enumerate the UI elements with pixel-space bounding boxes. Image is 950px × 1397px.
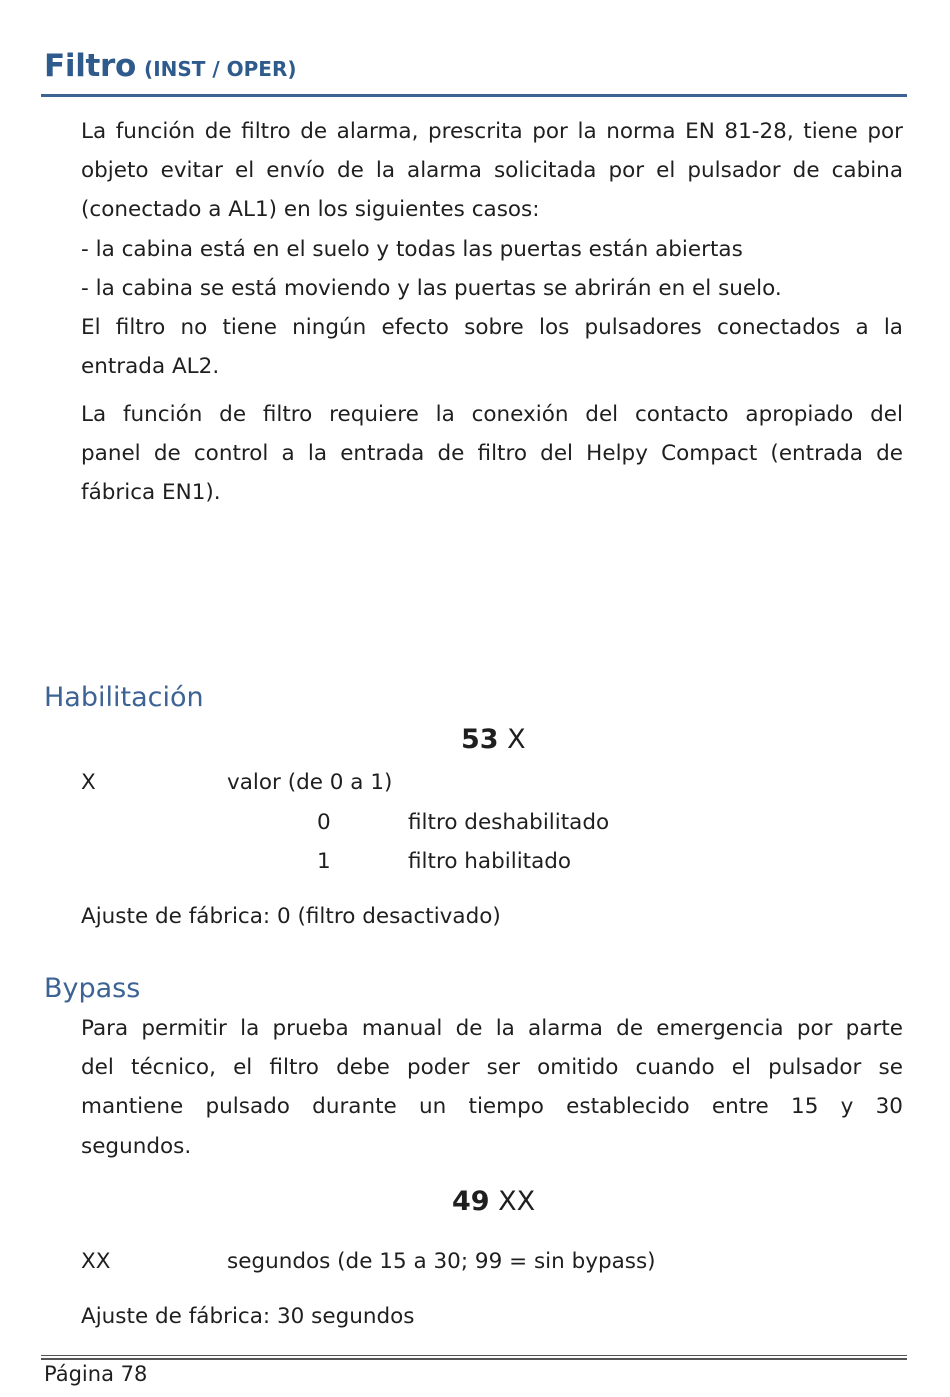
- footer-rule-top: [41, 1355, 907, 1356]
- bypass-factory-setting: Ajuste de fábrica: 30 segundos: [81, 1304, 415, 1329]
- bypass-line-3: mantiene pulsado durante un tiempo establecido entre 15 y 30: [81, 1094, 903, 1120]
- bypass-paragraph: [81, 1009, 903, 1166]
- bypass-code: [452, 1186, 535, 1217]
- intro-bullet-1: - la cabina está en el suelo y todas las puertas están abiertas: [81, 236, 743, 262]
- footer-rule-bottom: [41, 1358, 907, 1360]
- requirement-paragraph: [81, 395, 903, 513]
- bypass-code-param: XX: [498, 1186, 536, 1217]
- bypass-line-4: segundos.: [81, 1133, 192, 1159]
- bypass-line-1: Para permitir la prueba manual de la alarma de emergencia por parte: [81, 1016, 903, 1041]
- title-underline: [41, 94, 907, 97]
- option-value-0: 0: [317, 810, 331, 835]
- intro-line-3: (conectado a AL1) en los siguientes casos:: [81, 197, 540, 223]
- title-subtitle: (INST / OPER): [144, 57, 297, 81]
- option-label-1: filtro habilitado: [408, 849, 572, 874]
- intro-line-4: El filtro no tiene ningún efecto sobre los pulsadores conectados a la: [81, 315, 903, 341]
- bypass-param-desc: segundos (de 15 a 30; 99 = sin bypass): [227, 1249, 656, 1274]
- option-value-1: 1: [317, 849, 331, 874]
- requirement-line-1: La función de filtro requiere la conexión del contacto apropiado del: [81, 402, 903, 427]
- bypass-param-name: XX: [81, 1249, 111, 1274]
- habilitacion-code-number: 53: [461, 724, 499, 755]
- requirement-line-3: fábrica EN1).: [81, 480, 221, 506]
- habilitacion-param-name: X: [81, 770, 96, 795]
- habilitacion-code: [461, 724, 526, 755]
- habilitacion-code-param: X: [507, 724, 526, 755]
- intro-paragraph: [81, 112, 903, 386]
- page-number: Página 78: [44, 1362, 148, 1386]
- intro-bullet-2: - la cabina se está moviendo y las puertas se abrirán en el suelo.: [81, 275, 782, 301]
- option-label-0: filtro deshabilitado: [408, 810, 610, 835]
- bypass-code-number: 49: [452, 1186, 490, 1217]
- section-heading-habilitacion: Habilitación: [44, 682, 204, 713]
- title-main: Filtro: [44, 48, 137, 84]
- habilitacion-param-desc: valor (de 0 a 1): [227, 770, 393, 795]
- intro-line-5: entrada AL2.: [81, 354, 220, 380]
- intro-line-2: objeto evitar el envío de la alarma solicitada por el pulsador de cabina: [81, 158, 903, 184]
- page-title: [44, 48, 297, 84]
- requirement-line-2: panel de control a la entrada de filtro del Helpy Compact (entrada de: [81, 441, 903, 467]
- habilitacion-factory-setting: Ajuste de fábrica: 0 (filtro desactivado): [81, 904, 501, 929]
- bypass-line-2: del técnico, el filtro debe poder ser omitido cuando el pulsador se: [81, 1055, 903, 1081]
- section-heading-bypass: Bypass: [44, 973, 141, 1004]
- intro-line-1: La función de filtro de alarma, prescrita por la norma EN 81-28, tiene por: [81, 119, 903, 144]
